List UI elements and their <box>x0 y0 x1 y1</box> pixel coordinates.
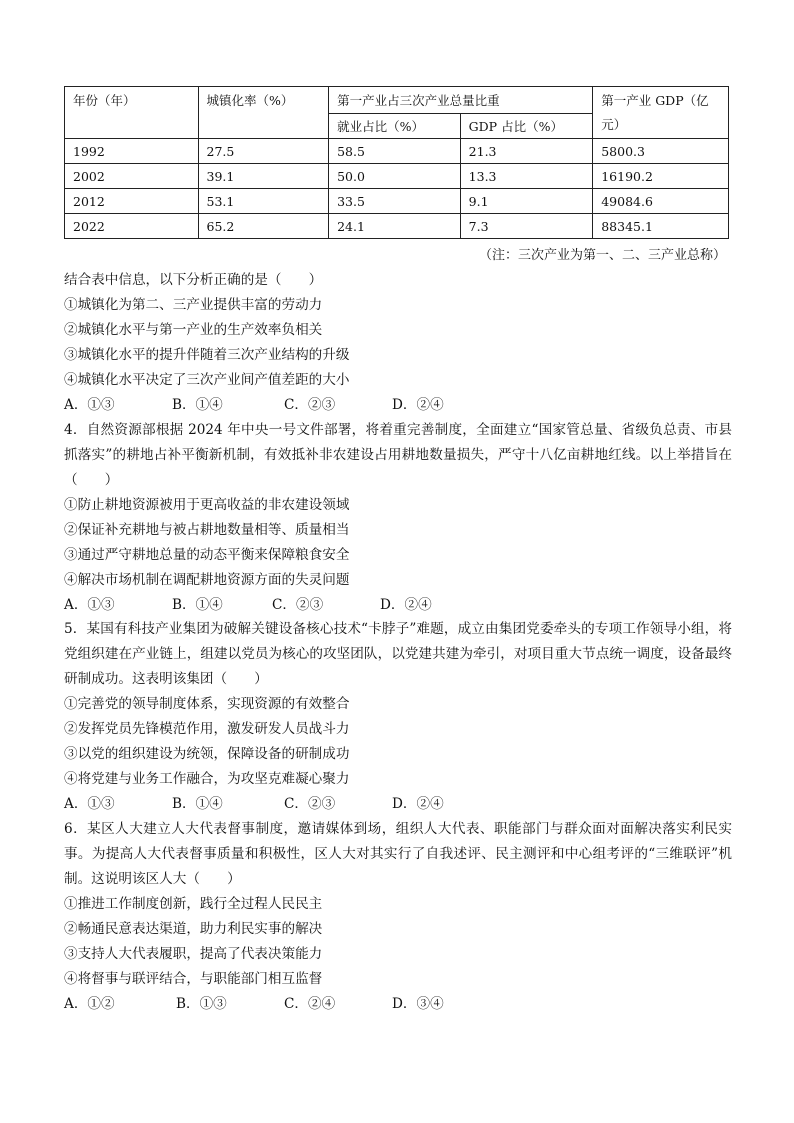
table-row <box>65 139 729 164</box>
table-row <box>65 214 729 239</box>
option-a[interactable]: A．①③ <box>64 796 115 812</box>
cell-employment-share: 24.1 <box>329 214 461 239</box>
header-primary-share: 第一产业占三次产业总量比重 <box>329 87 593 114</box>
header-year: 年份（年） <box>65 87 199 139</box>
header-gdp-share: GDP 占比（%） <box>460 114 593 139</box>
answer-options <box>64 593 732 618</box>
statement-item: ④城镇化水平决定了三次产业间产值差距的大小 <box>64 372 350 388</box>
option-a[interactable]: A．①② <box>64 996 115 1012</box>
cell-urbanization: 39.1 <box>198 164 329 189</box>
option-c[interactable]: C．②③ <box>284 796 336 812</box>
statement-item: ③通过严守耕地总量的动态平衡来保障粮食安全 <box>64 547 350 563</box>
statement-item: ①防止耕地资源被用于更高收益的非农建设领域 <box>64 497 350 513</box>
question-stem: 结合表中信息，以下分析正确的是（ ） <box>64 272 323 288</box>
statement-item: ②发挥党员先锋模范作用，激发研发人员战斗力 <box>64 721 350 737</box>
cell-employment-share: 50.0 <box>329 164 461 189</box>
header-primary-gdp: 第一产业 GDP（亿元） <box>593 87 729 139</box>
question-4 <box>64 418 732 618</box>
statement-item: ③支持人大代表履职，提高了代表决策能力 <box>64 946 323 962</box>
statement-item: ①完善党的领导制度体系，实现资源的有效整合 <box>64 696 350 712</box>
table-row <box>65 164 729 189</box>
option-c[interactable]: C．②④ <box>284 996 336 1012</box>
statement-item: ①推进工作制度创新，践行全过程人民民主 <box>64 896 323 912</box>
cell-year: 2002 <box>65 164 199 189</box>
option-a[interactable]: A．①③ <box>64 397 115 413</box>
answer-options <box>64 992 732 1017</box>
statement-item: ④解决市场机制在调配耕地资源方面的失灵问题 <box>64 572 350 588</box>
header-urbanization: 城镇化率（%） <box>198 87 329 139</box>
statement-item: ②畅通民意表达渠道，助力利民实事的解决 <box>64 921 323 937</box>
cell-urbanization: 65.2 <box>198 214 329 239</box>
option-b[interactable]: B．①③ <box>176 996 227 1012</box>
urbanization-table <box>64 86 729 239</box>
question-stem: 5．某国有科技产业集团为破解关键设备核心技术“卡脖子”难题，成立由集团党委牵头的专项工作领导小组，将党组织建在产业链上，组建以党员为核心的攻坚团队，以党建共建为牵引，对项目重大节点统一调度，设备最终研制成功。这表明该集团（ ） <box>64 621 732 687</box>
option-d[interactable]: D．②④ <box>392 796 444 812</box>
cell-gdp-share: 21.3 <box>460 139 593 164</box>
question-stem: 4．自然资源部根据 2024 年中央一号文件部署，将着重完善制度，全面建立“国家管总量、省级负总责、市县抓落实”的耕地占补平衡新机制，有效抵补非农建设占用耕地数量损失，严守十八亿亩耕地红线。以上举措旨在（ ） <box>64 422 732 488</box>
cell-year: 1992 <box>65 139 199 164</box>
cell-employment-share: 33.5 <box>329 189 461 214</box>
question-6 <box>64 817 732 1017</box>
table-header-row <box>65 87 729 114</box>
option-b[interactable]: B．①④ <box>172 796 223 812</box>
cell-primary-gdp: 49084.6 <box>593 189 729 214</box>
cell-year: 2012 <box>65 189 199 214</box>
option-c[interactable]: C．②③ <box>272 597 324 613</box>
option-a[interactable]: A．①③ <box>64 597 115 613</box>
option-d[interactable]: D．②④ <box>392 397 444 413</box>
option-d[interactable]: D．③④ <box>392 996 444 1012</box>
cell-primary-gdp: 16190.2 <box>593 164 729 189</box>
statement-item: ③城镇化水平的提升伴随着三次产业结构的升级 <box>64 347 350 363</box>
cell-primary-gdp: 5800.3 <box>593 139 729 164</box>
cell-gdp-share: 9.1 <box>460 189 593 214</box>
statement-item: ③以党的组织建设为统领，保障设备的研制成功 <box>64 746 350 762</box>
option-b[interactable]: B．①④ <box>172 397 223 413</box>
cell-employment-share: 58.5 <box>329 139 461 164</box>
cell-gdp-share: 7.3 <box>460 214 593 239</box>
option-c[interactable]: C．②③ <box>284 397 336 413</box>
question-3 <box>64 268 732 418</box>
header-employment-share: 就业占比（%） <box>329 114 461 139</box>
cell-year: 2022 <box>65 214 199 239</box>
statement-item: ①城镇化为第二、三产业提供丰富的劳动力 <box>64 297 323 313</box>
statement-item: ②保证补充耕地与被占耕地数量相等、质量相当 <box>64 522 350 538</box>
cell-urbanization: 27.5 <box>198 139 329 164</box>
cell-gdp-share: 13.3 <box>460 164 593 189</box>
statement-item: ④将督事与联评结合，与职能部门相互监督 <box>64 971 323 987</box>
answer-options <box>64 393 732 418</box>
answer-options <box>64 792 732 817</box>
question-5 <box>64 617 732 817</box>
question-stem: 6．某区人大建立人大代表督事制度，邀请媒体到场，组织人大代表、职能部门与群众面对面解决落实利民实事。为提高人大代表督事质量和积极性，区人大对其实行了自我述评、民主测评和中心组考评的“三维联评”机制。这说明该区人大（ ） <box>64 821 732 887</box>
option-d[interactable]: D．②④ <box>380 597 432 613</box>
table-note: （注：三次产业为第一、二、三产业总称） <box>478 248 726 263</box>
option-b[interactable]: B．①④ <box>172 597 223 613</box>
cell-primary-gdp: 88345.1 <box>593 214 729 239</box>
table-row <box>65 189 729 214</box>
cell-urbanization: 53.1 <box>198 189 329 214</box>
statement-item: ④将党建与业务工作融合，为攻坚克难凝心聚力 <box>64 771 350 787</box>
statement-item: ②城镇化水平与第一产业的生产效率负相关 <box>64 322 323 338</box>
